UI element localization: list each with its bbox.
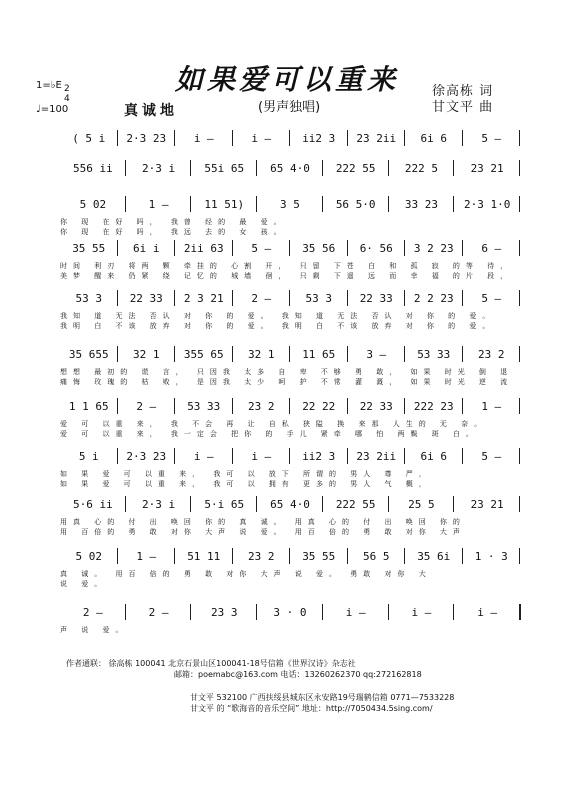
measure: i – [411, 605, 432, 619]
measure: 23 2ii [356, 449, 397, 463]
barline [519, 240, 520, 256]
measure: 5 – [481, 449, 502, 463]
measure: 1 – [481, 399, 502, 413]
measure: 23 21 [470, 161, 504, 175]
notation-line [60, 240, 520, 256]
barline [519, 160, 520, 176]
barline [519, 290, 520, 306]
tempo-marking: ♩=100 [36, 104, 69, 115]
barline [519, 346, 520, 362]
measure: 3 2 23 [413, 241, 454, 255]
measure: 53 33 [417, 347, 451, 361]
measure: 6· 56 [359, 241, 393, 255]
measure: 5 i [78, 449, 99, 463]
measure: 1 1 65 [68, 399, 109, 413]
measure: 2 – [136, 399, 157, 413]
measure: 6i 6 [420, 449, 447, 463]
song-title: 如果爱可以重来 [175, 63, 400, 96]
measure: 3 5 [280, 197, 300, 211]
lyric-line: 声 说 爱。 [60, 626, 129, 634]
measure: ( 5 i [72, 131, 106, 145]
notation-line [60, 346, 520, 362]
lyric-line: 我知 道 无法 否认 对 你 的 爱。 我知 道 无法 否认 对 你 的 爱。 [60, 312, 496, 320]
measure: 2 2 23 [413, 291, 454, 305]
footer-website: 甘文平 的 “歌海音的音乐空间” 地址：http://7050434.5sing.com/ [190, 704, 433, 713]
measure: 22 33 [129, 291, 163, 305]
barline [519, 548, 520, 564]
lyric-line: 美梦 醒来 仍紧 绕 记忆的 城墙 徊， 只剩 下遥 远 而 幸 福 的片 段， [60, 272, 514, 280]
measure: 5·6 ii [72, 497, 113, 511]
measure: 2 – [82, 605, 103, 619]
measure: 2·3 23 [126, 449, 167, 463]
measure: 1 · 3 [474, 549, 508, 563]
footer-contact-lyricist: 作者通联： 徐高栋 100041 北京石景山区100041-18号信箱《世界汉诗》杂志社 [66, 659, 356, 668]
barline [519, 398, 520, 414]
measure: 556 ii [72, 161, 113, 175]
lyric-line: 爱 可 以重 来， 我一定会 把你 的 手儿 紧牵 哪 怕 两鬓 斑 白。 [60, 430, 479, 438]
measure: 53 33 [187, 399, 221, 413]
lyric-line: 想想 最初的 谎 言， 只因我 太多 自 卑 不够 勇 敢， 如果 时光 倒 退 [60, 368, 514, 376]
measure: i – [251, 449, 272, 463]
lyric-line: 痛悔 玫瑰的 枯 败， 是因我 太少 呵 护 不常 灌 溉， 如果 时光 逆 流 [60, 378, 514, 386]
measure: 22 33 [359, 399, 393, 413]
measure: 23 2 [478, 347, 505, 361]
barline [519, 130, 520, 146]
measure: 35 55 [302, 549, 336, 563]
measure: 222 23 [413, 399, 454, 413]
measure: 56 5·0 [335, 197, 376, 211]
time-numerator: 2 [64, 84, 70, 94]
notation-line [60, 604, 520, 620]
measure: 22 22 [302, 399, 336, 413]
notation-line [60, 548, 520, 564]
measure: 53 3 [305, 291, 332, 305]
measure: 51 11 [187, 549, 221, 563]
measure: 5 02 [75, 549, 102, 563]
lyricist-credit: 徐高栋 词 [432, 84, 494, 99]
footer [66, 658, 422, 680]
time-signature [64, 84, 70, 104]
lyric-line: 真 诚。 用百 倍的 勇 敢 对你 大声 说 爱。 勇敢 对你 大 [60, 570, 432, 578]
lyric-line: 你 现 在好 吗， 我曾 经的 最 爱。 [60, 218, 287, 226]
measure: 5 – [481, 131, 502, 145]
measure: 23 2 [248, 549, 275, 563]
notation-line [60, 130, 520, 146]
lyric-line: 用真 心的 付 出 唤回 你的 真 诚。 用真 心的 付 出 唤回 你的 [60, 518, 466, 526]
barline [519, 496, 520, 512]
measure: 3 · 0 [273, 605, 307, 619]
notation-line [60, 496, 520, 512]
measure: i – [251, 131, 272, 145]
measure: 6i i [133, 241, 160, 255]
lyric-line: 时间 利刃 将两 颗 牵挂的 心割 开， 只留 下苍 白 和 孤 寂 的等 待， [60, 262, 514, 270]
notation-line [60, 160, 520, 176]
expression-marking: 真诚地 [124, 103, 178, 119]
measure: 5·i 65 [204, 497, 245, 511]
measure: 1 – [148, 197, 169, 211]
measure: 1 – [136, 549, 157, 563]
lyric-line: 我明 白 不该 放弃 对 你 的 爱。 我明 白 不该 放弃 对 你 的 爱。 [60, 322, 496, 330]
measure: 22 33 [359, 291, 393, 305]
measure: 5 – [251, 241, 272, 255]
key-signature: 1=♭E [36, 80, 62, 91]
measure: i – [193, 449, 214, 463]
measure: 2 – [251, 291, 272, 305]
measure: 35 655 [68, 347, 109, 361]
measure: i – [477, 605, 498, 619]
measure: 23 3 [211, 605, 238, 619]
measure: 2·3 i [141, 497, 176, 511]
measure: 2·3 23 [126, 131, 167, 145]
measure: i – [193, 131, 214, 145]
song-subtitle: (男声独唱) [258, 100, 321, 115]
measure: 55i 65 [204, 161, 245, 175]
measure: 2ii 63 [183, 241, 224, 255]
measure: 65 4·0 [270, 161, 310, 175]
measure: 23 21 [470, 497, 504, 511]
measure: 5 – [481, 291, 502, 305]
measure: 32 1 [248, 347, 275, 361]
measure: 65 4·0 [270, 497, 310, 511]
lyric-line: 如 果 爱 可 以重 来， 我可 以 拥有 更多的 男人 气 概， [60, 480, 432, 488]
footer-contact-composer: 甘文平 532100 广西扶绥县城东区永安路19号瑞鹤信箱 0771—7533228 [190, 693, 455, 702]
measure: 35 55 [72, 241, 106, 255]
composer-credit: 甘文平 曲 [432, 100, 494, 115]
footer-contact-details: 邮箱：poemabc@163.com 电话：13260262370 qq:272162818 [174, 670, 422, 679]
measure: 222 5 [404, 161, 438, 175]
measure: 23 2 [248, 399, 275, 413]
measure: i – [345, 605, 366, 619]
measure: 2·3 1·0 [463, 197, 511, 211]
notation-line [60, 448, 520, 464]
measure: 11 51) [204, 197, 245, 211]
barline [519, 196, 520, 212]
measure: 35 56 [302, 241, 336, 255]
notation-line [60, 290, 520, 306]
measure: ii2 3 [302, 449, 336, 463]
notation-line [60, 196, 520, 212]
measure: 23 2ii [356, 131, 397, 145]
measure: 25 5 [408, 497, 435, 511]
lyric-line: 说 爱。 [60, 580, 108, 588]
notation-line [60, 398, 520, 414]
measure: 5 02 [79, 197, 107, 211]
measure: 35 6i [417, 549, 451, 563]
measure: 355 65 [183, 347, 224, 361]
measure: 6 – [481, 241, 502, 255]
measure: 6i 6 [420, 131, 447, 145]
measure: 2·3 i [141, 161, 176, 175]
measure: 53 3 [75, 291, 102, 305]
measure: 222 55 [335, 161, 376, 175]
measure: 2 3 21 [183, 291, 224, 305]
measure: 11 65 [302, 347, 336, 361]
barline [519, 448, 520, 464]
lyric-line: 爱 可 以重 来， 我 不会 再 让 自私 狭隘 换 来那 人生的 无 奈。 [60, 420, 488, 428]
measure: ii2 3 [302, 131, 336, 145]
footer-composer [190, 692, 454, 714]
measure: 32 1 [133, 347, 160, 361]
measure: 222 55 [335, 497, 376, 511]
time-denominator: 4 [64, 94, 70, 104]
measure: 2 – [148, 605, 169, 619]
lyric-line: 你 现 在好 吗， 我远 去的 女 孩。 [60, 228, 287, 236]
lyric-line: 用 百倍的 勇 敢 对你 大声 说 爱。 用百 倍的 勇 敢 对你 大声 [60, 528, 466, 536]
measure: 3 – [366, 347, 387, 361]
lyric-line: 如 果 爱 可 以重 来， 我可 以 放下 所谓的 男人 尊 严， [60, 470, 432, 478]
barline [519, 604, 521, 620]
measure: 56 5 [363, 549, 390, 563]
measure: 33 23 [404, 197, 438, 211]
